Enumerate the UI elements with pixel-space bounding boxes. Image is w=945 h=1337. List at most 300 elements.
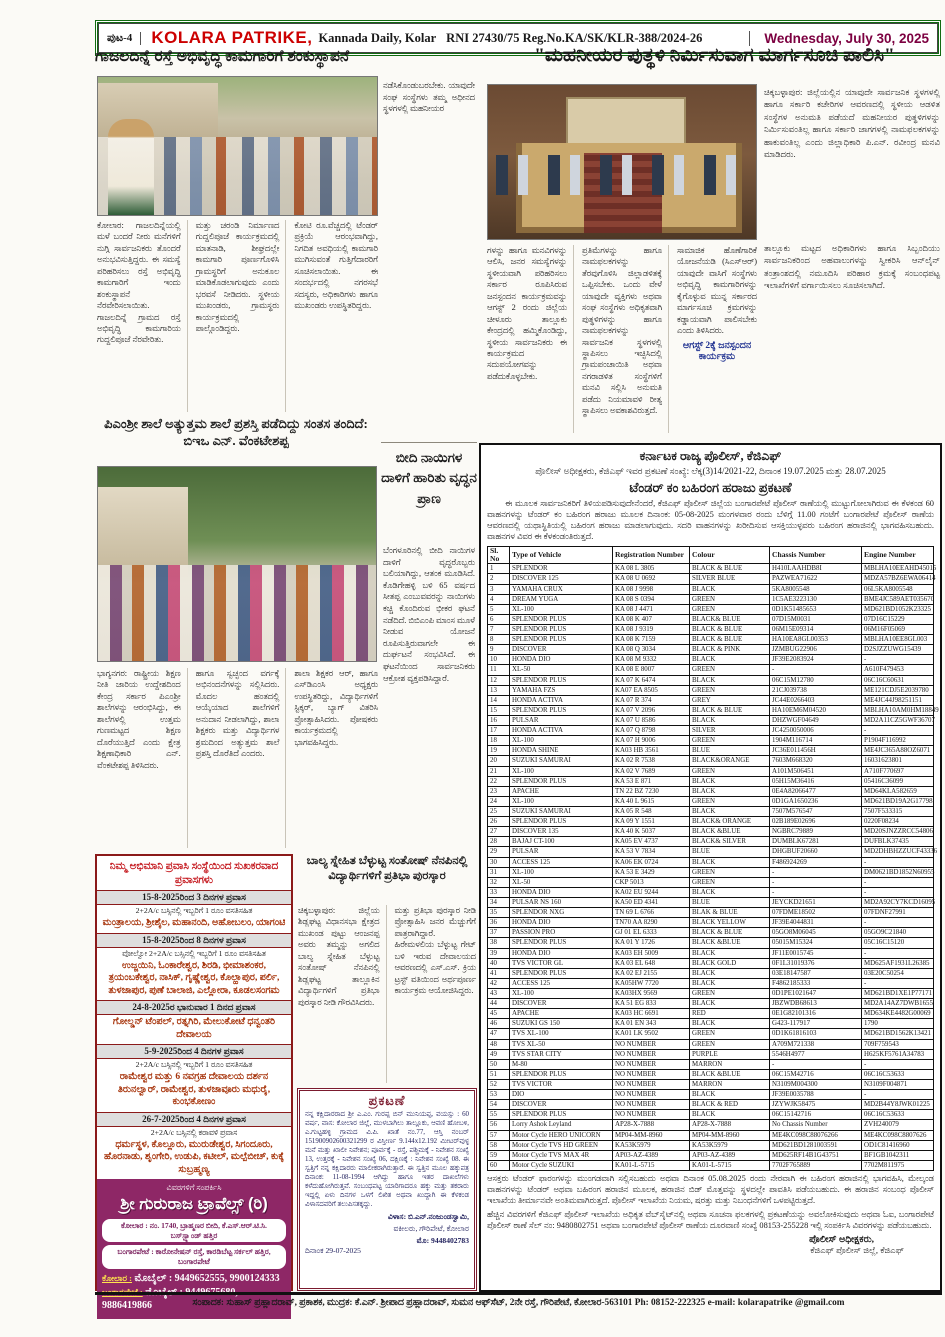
table-row	[488, 999, 934, 1009]
auction-table-body	[488, 564, 939, 1171]
table-cell: JF39E4044831	[770, 918, 862, 928]
table-cell: 21CJ039738	[770, 685, 862, 695]
table-cell: KA 05 R 548	[613, 807, 690, 817]
table-cell: KA02 EU 9244	[613, 887, 690, 897]
table-row	[488, 978, 934, 988]
table-cell: GREEN	[690, 665, 770, 675]
table-cell: 0D1GA1650236	[770, 796, 862, 806]
table-cell: Motor Cycle HERO UNICORN	[510, 1130, 613, 1140]
table-cell: GREEN	[690, 685, 770, 695]
table-row	[488, 776, 934, 786]
table-cell: MP04-MM-8960	[613, 1130, 690, 1140]
paper-subtitle: Kannada Daily, Kolar	[318, 30, 437, 45]
table-cell: ME4KC098C88076266	[770, 1130, 862, 1140]
table-cell: BLACK	[690, 584, 770, 594]
tour-date: 15-8-2025ರಿಂದ 3 ದಿನಗಳ ಪ್ರವಾಸ	[97, 890, 291, 905]
table-cell: 07D16C15229	[862, 614, 934, 624]
table-cell: ACCESS 125	[510, 978, 613, 988]
article-column	[677, 245, 757, 433]
table-row	[488, 574, 934, 584]
table-cell: BLACK YELLOW	[690, 918, 770, 928]
imprint-line: ಸಂಪಾದಕ: ಸುಹಾಸ್ ಪ್ರಹ್ಲಾದರಾವ್, ಪ್ರಕಾಶಕ, ಮುದ್ರಕ: ಕೆ.ಎನ್. ಶ್ರೀಪಾದ ಪ್ರಹ್ಲಾದರಾವ್, ಸುಮನ ಆಫ್‌ಸೆಟ್, 2ನೇ ರಸ್ತೆ, ಗೌರಿಪೇಟೆ, ಕೋಲಾರ-563101 Ph: 08152-222325 e-mail: kolarapatrike @gmail.com	[192, 1298, 845, 1308]
table-cell: OD1C81416960	[862, 1140, 934, 1150]
table-cell: BLACK	[690, 786, 770, 796]
table-cell: SPLENDOR	[510, 564, 613, 574]
table-cell: KA 03 EL 648	[613, 958, 690, 968]
table-row	[488, 897, 934, 907]
table-cell: JF39E0035788	[770, 1090, 862, 1100]
table-cell: JBZWDB68613	[770, 999, 862, 1009]
table-cell: 05GO8M06045	[770, 928, 862, 938]
table-cell: MD2B44Y8JWK01225	[862, 1100, 934, 1110]
table-cell: 05GO9C21840	[862, 928, 934, 938]
police-ref-line: ಪೊಲೀಸ್ ಅಧೀಕ್ಷಕರು, ಕೆಜಿಎಫ್ ಇವರ ಪ್ರಕಟಣೆ ಸಂಖ್ಯೆ: ಲೆಕ್ಕ(3)14/2021-22, ದಿನಾಂಕ 19.07.2025 ಮತ್ತು 28.07.2025	[535, 466, 886, 476]
table-cell: BLACK	[690, 968, 770, 978]
table-row	[488, 594, 934, 604]
table-cell: 8	[488, 635, 510, 645]
table-cell: MD2DHBHZZUCF43336	[862, 847, 934, 857]
table-cell: 12	[488, 675, 510, 685]
table-cell: XL-100	[510, 988, 613, 998]
table-cell: 06C15142716	[770, 1110, 862, 1120]
table-cell: GREEN	[690, 736, 770, 746]
table-cell: SUZUKI SAMURAI	[510, 807, 613, 817]
table-cell: XL-100	[510, 736, 613, 746]
table-cell: BLACK & BLUE	[690, 928, 770, 938]
table-cell: Motor Cycle TVS MAX 4R	[510, 1150, 613, 1160]
table-cell: BF1GB1042311	[862, 1150, 934, 1160]
table-cell: H625KF5761A34783	[862, 1049, 934, 1059]
left-article-body	[97, 220, 378, 412]
photo-people-shape	[488, 155, 756, 195]
paper-name: KOLARA PATRIKE,	[151, 28, 313, 47]
table-cell: XL-100	[510, 796, 613, 806]
table-cell: BLACK & PINK	[690, 645, 770, 655]
table-cell: -	[862, 655, 934, 665]
table-cell: 2	[488, 574, 510, 584]
right-article-body	[487, 245, 757, 433]
divider	[381, 442, 477, 443]
table-cell: TVS VICTOR GL	[510, 958, 613, 968]
table-row	[488, 665, 934, 675]
table-cell: 11	[488, 665, 510, 675]
table-cell: AP03-AZ-4389	[690, 1150, 770, 1160]
table-cell: HONDA SHINE	[510, 746, 613, 756]
table-cell: HONDA DIO	[510, 655, 613, 665]
table-cell: 1790	[862, 1019, 934, 1029]
table-cell: APACHE	[510, 786, 613, 796]
table-cell: SUZUKI SAMURAI	[510, 756, 613, 766]
police-signature-district: ಕೆಜಿಎಫ್ ಪೊಲೀಸ್ ಜಿಲ್ಲೆ, ಕೆಜಿಎಫ್	[810, 1244, 904, 1255]
table-cell: 44	[488, 999, 510, 1009]
table-cell: TN 22 BZ 7230	[613, 786, 690, 796]
issue-date: Wednesday, July 30, 2025	[749, 31, 929, 46]
table-cell: BLACK	[690, 948, 770, 958]
table-row	[488, 1140, 934, 1150]
table-cell: -	[862, 1090, 934, 1100]
table-cell: BLACK &BLUE	[690, 1069, 770, 1079]
table-cell: MBLHA10AM0HM18849	[862, 705, 934, 715]
table-cell: SPLENDOR PLUS	[510, 675, 613, 685]
auction-notice-title: ಟೆಂಡರ್ ಕಂ ಬಹಿರಂಗ ಹರಾಜು ಪ್ರಕಟಣೆ	[629, 480, 792, 495]
between-column-text: ನಡೆಸಿಕೊಂಡುಬರಬೇಕು. ಯಾವುದೇ ಸಂಘ ಸಂಸ್ಥೆಗಳು ತಮ್ಮ ಅಧೀನದ ಸ್ಥಳಗಳಲ್ಲಿ ಮಹನೀಯರ	[383, 81, 475, 114]
table-cell: 06C15M42716	[770, 1069, 862, 1079]
table-cell: DIO	[510, 1090, 613, 1100]
table-cell: 43	[488, 988, 510, 998]
table-cell: KA05 EV 4737	[613, 837, 690, 847]
table-cell: -	[770, 877, 862, 887]
table-cell: 27	[488, 827, 510, 837]
table-cell: 36	[488, 918, 510, 928]
table-cell: MD621BD1052K23325	[862, 604, 934, 614]
table-row	[488, 1019, 934, 1029]
table-cell: XL-100	[510, 867, 613, 877]
table-cell: JC36E011456H	[770, 746, 862, 756]
table-cell: 37	[488, 928, 510, 938]
table-cell: NO NUMBER	[613, 1049, 690, 1059]
table-cell: 14	[488, 695, 510, 705]
table-cell: 06C15M12780	[770, 675, 862, 685]
table-cell: 03E18147587	[770, 968, 862, 978]
table-cell: H410LAAHDB8I	[770, 564, 862, 574]
table-cell: BLACK&ORANGE	[690, 756, 770, 766]
legal-notice-box	[297, 1088, 477, 1291]
table-cell: Motor Cycle SUZUKI	[510, 1160, 613, 1170]
tour-note: ವೋಲ್ವೋ 2+2A/c ಬಸ್ಸಿನಲ್ಲಿ ಇಬ್ಬರಿಗೆ 1 ರೂಂ ವಸತಿಸಹಿತ	[122, 948, 266, 958]
table-cell: TVS VICTOR	[510, 1079, 613, 1089]
table-cell: MD621BD19A2G17798	[862, 796, 934, 806]
table-cell: KA01 LK 9502	[613, 1029, 690, 1039]
table-cell: 03E20C50254	[862, 968, 934, 978]
table-row	[488, 918, 934, 928]
table-cell: 06L5KA8005548	[862, 584, 934, 594]
table-cell: KA 07 V 2096	[613, 705, 690, 715]
table-cell: -	[862, 918, 934, 928]
tour-item	[97, 1000, 291, 1044]
table-cell: GREEN	[690, 594, 770, 604]
table-row	[488, 786, 934, 796]
headline-statue-guidelines: "ಮಹನೀಯರ ಪುತ್ಥಳಿ ನಿರ್ಮಿಸುವಾಗ ಮಾರ್ಗಸೂಚಿ ಪಾಲಿಸಿ"	[534, 45, 895, 66]
table-cell: P1904F116992	[862, 736, 934, 746]
table-cell: 21	[488, 766, 510, 776]
table-cell: SPLENDOR PLUS	[510, 776, 613, 786]
photo-groundbreaking-ceremony	[97, 76, 378, 216]
table-row	[488, 807, 934, 817]
tour-date: 15-8-2025ರಿಂದ 8 ದಿನಗಳ ಪ್ರವಾಸ	[97, 933, 291, 948]
table-cell: 0E4A82066477	[770, 786, 862, 796]
agency-contact-label: ವಿವರಗಳಿಗೆ ಸಂಪರ್ಕಿಸಿ	[166, 1182, 222, 1192]
table-cell: TVS STAR CITY	[510, 1049, 613, 1059]
table-cell: 18	[488, 736, 510, 746]
table-cell: 38	[488, 938, 510, 948]
table-cell: RED	[690, 1009, 770, 1019]
photo-students-shape	[98, 565, 376, 661]
table-cell: 31	[488, 867, 510, 877]
table-cell: PULSAR NS 160	[510, 897, 613, 907]
agency-phone-kolar-label: ಕೋಲಾರ :	[102, 1273, 132, 1284]
table-cell: JEYCKD21651	[770, 897, 862, 907]
table-cell: 7702F765889	[770, 1160, 862, 1170]
legal-notice-date: ದಿನಾಂಕ 29-07-2025	[305, 1245, 361, 1255]
table-cell: KA 07 H 9006	[613, 736, 690, 746]
table-cell: KA53K5979	[690, 1140, 770, 1150]
agency-address-kolar: ಕೋಲಾರ : ನಂ. 1740, ಬ್ರಾಹ್ಮಣರ ಬೀದಿ, ಕೆ.ಎಸ್.ಆರ್.ಟಿ.ಸಿ. ಬಸ್‌ಸ್ಟ್ಯಾಂಡ್ ಹತ್ತಿರ	[102, 1219, 286, 1243]
table-cell: 0D1K51485653	[770, 604, 862, 614]
table-cell: BLUE	[690, 897, 770, 907]
street-dogs-body: ಬೆಂಗಳೂರಿನಲ್ಲಿ ಬೀದಿ ನಾಯಿಗಳ ದಾಳಿಗೆ ವೃದ್ಧರೊಬ್ಬರು ಬಲಿಯಾಗಿದ್ದು, ಆತಂಕ ಮೂಡಿಸಿದೆ. ಕೊಡಿಗೇಹಳ್ಳಿ ಬಳಿ 65 ವರ್ಷದ ಸೀತಪ್ಪ ಎಂಬುವವರನ್ನು ನಾಯಿಗಳು ಕಚ್ಚಿ ಕೊಂದಿರುವ ಭೀಕರ ಘಟನೆ ನಡೆದಿದೆ. ಬಿಬಿಎಂಪಿ ಮಾಂಸ ಮೂಳೆ ನೀಡುವ ಯೋಜನೆ ರೂಪಿಸುತ್ತಿರುವಾಗಲೇ ಈ ದುರ್ಘಟನೆ ಸಂಭವಿಸಿದೆ. ಈ ಘಟನೆಯಿಂದ ಸಾರ್ವಜನಿಕರು ಆಕ್ರೋಶ ವ್ಯಕ್ತಪಡಿಸಿದ್ದಾರೆ.	[383, 546, 475, 683]
table-cell: 17	[488, 726, 510, 736]
table-cell: BAJAJ CT-100	[510, 837, 613, 847]
table-cell: MP04-MM-8960	[690, 1130, 770, 1140]
table-row	[488, 1049, 934, 1059]
table-cell: TVS XL-50	[510, 1039, 613, 1049]
table-cell: 52	[488, 1079, 510, 1089]
table-cell: 06M16F05069	[862, 625, 934, 635]
table-cell: PURPLE	[690, 1049, 770, 1059]
table-cell: MD621BD1281003591	[770, 1140, 862, 1150]
table-row	[488, 847, 934, 857]
table-cell: MBLHA10EE8GL003	[862, 635, 934, 645]
table-cell: 02B189E02696	[770, 817, 862, 827]
table-cell: 60	[488, 1160, 510, 1170]
table-cell: MDZA57BZ6EWA06414	[862, 574, 934, 584]
table-cell: 05416C36099	[862, 776, 934, 786]
table-row	[488, 877, 934, 887]
advocate-name: ವಿಳಾಸ: ಬಿ.ಎನ್.ನಂಜುಂಡಸ್ವಾಮಿ,	[387, 1211, 469, 1221]
headline-talent-award: ಬಾಲ್ಯ ಸ್ನೇಹಿತ ಬೆಳ್ಳುಟ್ಟ ಸಂತೋಷ್ ನೆನಪಿನಲ್ಲಿ ವಿದ್ಯಾರ್ಥಿಗಳಿಗೆ ಪ್ರತಿಭಾ ಪುರಸ್ಕಾರ	[306, 855, 468, 882]
table-cell: DHZWGF04649	[770, 716, 862, 726]
table-cell: GREEN	[690, 1029, 770, 1039]
photo-school-group	[97, 466, 377, 662]
table-cell: KA03 HB 3561	[613, 746, 690, 756]
table-cell: BLACK	[690, 978, 770, 988]
table-cell: KA 08 J 9319	[613, 625, 690, 635]
table-cell: 22	[488, 776, 510, 786]
table-row	[488, 1160, 934, 1170]
table-cell: Motor Cycle TVS HD GREEN	[510, 1140, 613, 1150]
tour-list	[97, 890, 291, 1179]
table-cell: NO NUMBER	[613, 1039, 690, 1049]
table-cell: NO NUMBER	[613, 1100, 690, 1110]
table-cell: 07FDME18502	[770, 908, 862, 918]
table-cell: ME4KC098C8807626	[862, 1130, 934, 1140]
table-cell: 06M15E09314	[770, 625, 862, 635]
table-cell: PULSAR	[510, 716, 613, 726]
table-cell: 7702M811975	[862, 1160, 934, 1170]
table-cell: BLACK	[690, 807, 770, 817]
tour-places: ರಾಮೇಶ್ವರ ಮತ್ತು 6 ನವಗ್ರಹ ದೇವಾಲಯ ದರ್ಶನ ತಿರುನಲ್ವಾರ್, ರಾಮೇಶ್ವರ, ತುಳಜಾವೂರು ಮಧುರೈ, ಕುಂಭಕೋಣಂ	[117, 1071, 271, 1108]
table-cell: SPLENDOR PLUS	[510, 817, 613, 827]
table-cell: ME4JC44J98251151	[862, 695, 934, 705]
table-cell: 19	[488, 746, 510, 756]
table-cell: KA 53 E 871	[613, 776, 690, 786]
table-cell: 59	[488, 1150, 510, 1160]
table-cell: KA 08 Q 3034	[613, 645, 690, 655]
table-cell: 7603M668320	[770, 756, 862, 766]
table-cell: 20	[488, 756, 510, 766]
tour-places: ಉಜ್ಜಯಿನಿ, ಓಂಕಾರೇಶ್ವರ, ಶಿರಡಿ, ಭೀಮಾಶಂಕರ, ತ್ರಯಂಬಕೇಶ್ವರ, ನಾಸಿಕ್, ಗೃಷ್ಣೇಶ್ವರ, ಕೊಲ್ಹಾಪುರ, ಪರ್ಲಿ, ತುಳಜಾಪುರ, ಪುಣೆ ಬಾಲಾಜಿ, ಎಲ್ಲೋರಾ, ಕೂಡಲಸಂಗಮ	[108, 959, 280, 996]
table-cell: 58	[488, 1140, 510, 1150]
table-cell: 07FDNF27991	[862, 908, 934, 918]
agency-name: ಶ್ರೀ ಗುರುರಾಜ ಟ್ರಾವೆಲ್ಸ್ (ರಿ)	[120, 1194, 268, 1213]
table-cell: MD2A14AZ7DWB1655	[862, 999, 934, 1009]
table-cell: KA 07 U 8586	[613, 716, 690, 726]
right-article-side-column: ಚಿಕ್ಕಬಳ್ಳಾಪುರ: ಜಿಲ್ಲೆಯಲ್ಲಿನ ಯಾವುದೇ ಸಾರ್ವಜನಿಕ ಸ್ಥಳಗಳಲ್ಲಿ ಹಾಗೂ ಸರ್ಕಾರಿ ಕಚೇರಿಗಳ ಆವರಣದಲ್ಲಿ ಸ್ಥಳೀಯ ಆಡಳಿತ ಸಂಸ್ಥೆಗಳ ಅನುಮತಿ ಪಡೆಯದೆ ಮಹನೀಯರ ಪುತ್ಥಳಿಗಳನ್ನು ನಿರ್ಮಿಸುವಂತಿಲ್ಲ ಹಾಗೂ ಸರ್ಕಾರಿ ಜಾಗಗಳಲ್ಲಿ ನಾಮಫಲಕಗಳನ್ನು ಹಾಕುವಂತಿಲ್ಲ ಎಂದು ಜಿಲ್ಲಾಧಿಕಾರಿ ಪಿ.ಎನ್. ರವೀಂದ್ರ ಮನವಿ ಮಾಡಿದರು.	[764, 87, 940, 160]
table-cell: A610F479453	[862, 665, 934, 675]
table-cell: XL-100	[510, 766, 613, 776]
table-header-row	[488, 546, 934, 564]
table-cell: XL-50	[510, 877, 613, 887]
table-cell: 05H15M36416	[770, 776, 862, 786]
table-cell: SPLENDOR PLUS	[510, 705, 613, 715]
table-cell: 53	[488, 1090, 510, 1100]
table-row	[488, 614, 934, 624]
table-cell: SPLENDOR PLUS	[510, 1110, 613, 1120]
table-cell: MD2A92CY7KCD16095	[862, 897, 934, 907]
tour-date: 24-8-2025ರ ಭಾನುವಾರ 1 ದಿನದ ಪ್ರವಾಸ	[97, 1000, 291, 1015]
table-cell: BLACK	[690, 1090, 770, 1100]
table-row	[488, 1130, 934, 1140]
tour-item	[97, 1044, 291, 1111]
table-cell: HA10EA8GL00353	[770, 635, 862, 645]
table-cell: KA 08 E 8007	[613, 665, 690, 675]
table-cell: KA 07 K 6474	[613, 675, 690, 685]
table-cell: CKP 5013	[613, 877, 690, 887]
table-cell: DUFBLK37435	[862, 837, 934, 847]
table-cell: 06C16C53633	[862, 1110, 934, 1120]
tour-note: 2+2A/c ಬಸ್ಸಿನಲ್ಲಿ ಇಬ್ಬರಿಗೆ 1 ರೂಂ ವಸತಿಸಹಿತ	[135, 1060, 253, 1070]
table-cell: -	[862, 887, 934, 897]
table-cell: HONDA DIO	[510, 887, 613, 897]
table-cell: 35	[488, 908, 510, 918]
table-cell: MD621BD1XE1P77171	[862, 988, 934, 998]
travel-ad-header: ನಿಮ್ಮ ಅಭಿಮಾನಿ ಪ್ರವಾಸಿ ಸಂಸ್ಥೆಯಿಂದ ಸುಖಕರವಾದ ಪ್ರವಾಸಗಳು	[109, 861, 279, 887]
table-row	[488, 1069, 934, 1079]
table-cell: BLACK	[690, 1019, 770, 1029]
table-row	[488, 625, 934, 635]
table-row	[488, 1009, 934, 1019]
table-cell: 5	[488, 604, 510, 614]
table-row	[488, 796, 934, 806]
headline-road-work: ಗಾಜಲದಿನ್ನೆ ರಸ್ತೆ ಅಭಿವೃದ್ಧಿ ಕಾಮಗಾರಿಗೆ ಶಂಕುಸ್ಥಾಪನೆ	[95, 48, 350, 65]
table-cell: MD20SJNZZRCC54806	[862, 827, 934, 837]
table-row	[488, 705, 934, 715]
tour-note: 2+2A/c ಬಸ್ಸಿನಲ್ಲಿ ಇಬ್ಬರಿಗೆ 1 ರೂಂ ವಸತಿಸಹಿತ	[135, 906, 253, 916]
table-cell: KA05HW 7720	[613, 978, 690, 988]
table-row	[488, 685, 934, 695]
table-cell: 5546H4977	[770, 1049, 862, 1059]
table-row	[488, 1090, 934, 1100]
table-cell: GREEN	[690, 877, 770, 887]
table-cell: NO NUMBER	[613, 1079, 690, 1089]
table-cell: 57	[488, 1130, 510, 1140]
col-header-type: Type of Vehicle	[510, 546, 613, 564]
table-cell: BME4JC589AET035670	[862, 594, 934, 604]
table-cell: DISCOVER 125	[510, 574, 613, 584]
table-cell: BLACK& BLUE	[690, 614, 770, 624]
table-cell: NO NUMBER	[613, 1110, 690, 1120]
table-cell: TN 69 L 6766	[613, 908, 690, 918]
table-cell: G423-117917	[770, 1019, 862, 1029]
table-cell: JF11E0015745	[770, 948, 862, 958]
article-column: ಕೋಲಾರ: ಗಾಜಲದಿನ್ನೆಯಲ್ಲಿ ಮಳೆ ಬಂದರೆ ನೀರು ಮನೆಗಳಿಗೆ ನುಗ್ಗಿ ಸಾರ್ವಜನಿಕರು ತೊಂದರೆ ಅನುಭವಿಸುತ್ತಿದ್ದರು. ಈ ಸಮಸ್ಯೆ ಪರಿಹರಿಸಲು ರಸ್ತೆ ಅಭಿವೃದ್ಧಿ ಕಾಮಗಾರಿಗೆ ಇಂದು ಶಂಕುಸ್ಥಾಪನೆ ನೆರವೇರಿಸಲಾಯಿತು. ಗಾಜಲದಿನ್ನೆ ಗ್ರಾಮದ ರಸ್ತೆ ಅಭಿವೃದ್ಧಿ ಕಾಮಗಾರಿಯ ಗುದ್ದಲಿಪೂಜೆ ನೆರವೇರಿತು.	[97, 220, 188, 412]
table-cell: 0D1K61816103	[770, 1029, 862, 1039]
table-row	[488, 1120, 934, 1130]
table-cell: KA 08 S 0394	[613, 594, 690, 604]
table-cell: DISCOVER	[510, 1100, 613, 1110]
table-cell: 54	[488, 1100, 510, 1110]
legal-notice-body: ನನ್ನ ಕಕ್ಷಿದಾರರಾದ ಶ್ರೀ ಎ.ಎಂ. ಗುರಪ್ಪ ಬಿನ್ ಮುನಿಯಪ್ಪ, ವಯಸ್ಸು : 60 ವರ್ಷ, ವಾಸ: ಕೋಲಾರ ಜಿಲ್ಲೆ, ಮುಳಬಾಗಿಲು ತಾಲ್ಲೂಕು, ಆವಣಿ ಹೋಬಳಿ, ಎ.ಗುಟ್ಟಹಳ್ಳಿ ಗ್ರಾಮದ ವಿ.ಪಿ. ಖಾತೆ ನಂ.77, ಆಸ್ತಿ ನಂಬರ್ 151900902600321299 ರ ವಿಸ್ತೀರ್ಣ 9.144x12.192 ಮೀಟರ್‌ವುಳ್ಳ ಮನೆ ಮತ್ತು ಖಾಲೀ ನಿವೇಶನ; ಪೂರ್ವಕ್ಕೆ - ರಸ್ತೆ, ಪಶ್ಚಿಮಕ್ಕೆ - ನಿವೇಶನ ಸಂಖ್ಯೆ 13, ಉತ್ತರಕ್ಕೆ - ನಿವೇಶನ ಸಂಖ್ಯೆ 06, ದಕ್ಷಿಣಕ್ಕೆ : ನಿವೇಶನ ಸಂಖ್ಯೆ 08. ಈ ಸ್ವತ್ತಿಗೆ ನನ್ನ ಕಕ್ಷಿದಾರರು ಮಾಲೀಕರಾಗಿರುತ್ತಾರೆ. ಈ ಸ್ವತ್ತಿನ ಮೂಲ ಹಕ್ಕುಪತ್ರ ದಿನಾಂಕ: 11-08-1994 ಆಗಿದ್ದು ಹಾಗೂ ಇತರ ದಾಖಲೆಗಳು ಕಳೆದುಹೋಗಿರುತ್ತವೆ. ಸಂಬಂಧಪಟ್ಟ ಯಾರಿಗಾದರೂ ಹಕ್ಕು ಮತ್ತು ತಕರಾರು ಇದ್ದಲ್ಲಿ ಏಳು ದಿನಗಳ ಒಳಗೆ ಲಿಖಿತ ಅಥವಾ ಖುದ್ದಾಗಿ ಈ ಕೆಳಕಂಡ ವಿಳಾಸದವರಿಗೆ ತಲುಪಿಸತಕ್ಕದ್ದು.	[305, 1111, 469, 1208]
table-cell: 0D1PE1021647	[770, 988, 862, 998]
table-cell: PAZWEA71622	[770, 574, 862, 584]
table-cell: DM0621BD1852N60955	[862, 867, 934, 877]
police-org-title: ಕರ್ನಾಟಕ ರಾಜ್ಯ ಪೊಲೀಸ್, ಕೆಜಿಎಫ್	[639, 449, 782, 463]
agency-phone-bangarpet-number: 9886419866	[102, 1300, 152, 1312]
auction-closing-para-2: ಹೆಚ್ಚಿನ ವಿವರಗಳಿಗೆ ಕೆಜಿಎಫ್ ಪೊಲೀಸ್ ಇಲಾಖೆಯ ಅಧಿಕೃತ ವೆಬ್‌ಸೈಟ್‌ನಲ್ಲಿ ಅಥವಾ ಸೂಚನಾ ಫಲಕಗಳಲ್ಲಿ ಪ್ರಕಟಣೆಯನ್ನು ಅವಲೋಕಿಸುವುದು ಅಥವಾ ಓಐ, ಬಂಗಾರಪೇಟೆ ಪೊಲೀಸ್ ಠಾಣೆ ಸೆಲ್ ನಂ: 9480802751 ಅಥವಾ ಬಂಗಾರಪೇಟೆ ಪೊಲೀಸ್ ಠಾಣೆಯ ದೂರವಾಣಿ ಸಂಖ್ಯೆ 08153-255228 ಇಲ್ಲಿ ಸಂಪರ್ಕಿಸಿ ವಿವರಗಳನ್ನು ಪಡೆಯಬಹುದು.	[487, 1209, 934, 1230]
table-cell: 23	[488, 786, 510, 796]
table-row	[488, 766, 934, 776]
table-cell: BLACK GOLD	[690, 958, 770, 968]
table-cell: BLACK &BLUE	[690, 938, 770, 948]
auction-closing-para-1: ಆಸಕ್ತರು ಟೆಂಡರ್ ಫಾರಂಗಳನ್ನು ಮುಂಗಡವಾಗಿ ಸಲ್ಲಿಸಬಹುದು ಅಥವಾ ದಿನಾಂಕ 05.08.2025 ರಂದು ನೇರವಾಗಿ ಈ ಬಹಿರಂಗ ಹರಾಜಿನಲ್ಲಿ ಭಾಗವಹಿಸಿ, ಮೇಲ್ಕಂಡ ವಾಹನಗಳನ್ನು ಟೆಂಡರ್ ಅಥವಾ ಬಹಿರಂಗ ಹರಾಜಿನ ಮೂಲಕ, ಹರಾಜಿನ ಬಿಡ್ ಮೊತ್ತವನ್ನು ಸ್ಥಳದಲ್ಲೇ ಪಾವತಿಸಿ ಪಡೆಯಬಹುದು. ಈ ಹರಾಜಿನ ಸಂಬಂಧ ಪೊಲೀಸ್ ಇಲಾಖೆಯ ತೀರ್ಮಾನವೇ ಅಂತಿಮವಾಗಿರುತ್ತದೆ. ಪೊಲೀಸ್ ಇಲಾಖೆಯ ನಿಯಮ, ಷರತ್ತು ಮತ್ತು ನಿಬಂಧನೆಗಳಿಗೆ ಒಳಪಟ್ಟಿರುತ್ತದೆ.	[487, 1173, 934, 1205]
table-cell: 45	[488, 1009, 510, 1019]
table-cell: GREEN	[690, 604, 770, 614]
table-row	[488, 1079, 934, 1089]
article-column-text: ಸಾಮಾಜಿಕ ಹೊಣೆಗಾರಿಕೆ ಯೋಜನೆಯಡಿ (ಸಿಎಸ್‌ಆರ್) ಯಾವುದೇ ವಾಸಿಗೆ ಸಂಸ್ಥೆಗಳು ಅಭಿವೃದ್ಧಿ ಕಾಮಗಾರಿಗಳನ್ನು ಕೈಗೊಳ್ಳುವ ಮುನ್ನ ಸರ್ಕಾರದ ಮಾರ್ಗಸೂಚಿ ಕ್ರಮಗಳನ್ನು ಕಡ್ಡಾಯವಾಗಿ ಪಾಲಿಸಬೇಕು ಎಂದು ತಿಳಿಸಿದರು.	[677, 246, 757, 336]
table-cell: KA 08 J 9998	[613, 584, 690, 594]
table-cell: KA03 EH 5009	[613, 948, 690, 958]
table-cell: 32	[488, 877, 510, 887]
table-cell: DUMBLK67281	[770, 837, 862, 847]
table-cell: BLACK	[690, 776, 770, 786]
table-cell: BLUE	[690, 746, 770, 756]
table-cell: 06C16C60631	[862, 675, 934, 685]
table-cell: BLACK & BLUE	[690, 625, 770, 635]
table-cell: KA 08 J 4471	[613, 604, 690, 614]
table-row	[488, 564, 934, 574]
tour-item	[97, 933, 291, 1000]
table-row	[488, 736, 934, 746]
table-cell: -	[770, 665, 862, 675]
table-cell: SPLENDOR PLUS	[510, 1069, 613, 1079]
table-cell: PASSION PRO	[510, 928, 613, 938]
table-cell: 47	[488, 1029, 510, 1039]
table-cell: -	[862, 948, 934, 958]
headline-pmshri-school: ಪಿಎಂಶ್ರೀ ಶಾಲೆ ಅತ್ಯುತ್ತಮ ಶಾಲೆ ಪ್ರಶಸ್ತಿ ಪಡೆದಿದ್ದು ಸಂತಸ ತಂದಿದೆ: ಬಿಇಒ ಎನ್. ವೆಂಕಟೇಶಪ್ಪ	[104, 416, 368, 448]
table-cell: SPLENDOR PLUS	[510, 968, 613, 978]
table-cell: BLACK & BLUE	[690, 635, 770, 645]
table-cell: 05015M15324	[770, 938, 862, 948]
table-cell: 06C16C53633	[862, 1069, 934, 1079]
legal-notice-title: ಪ್ರಕಟಣೆ	[368, 1093, 406, 1108]
table-cell: MD634KE4482G00069	[862, 1009, 934, 1019]
table-cell: 25	[488, 807, 510, 817]
table-cell: 41	[488, 968, 510, 978]
police-signature-title: ಪೊಲೀಸ್ ಅಧೀಕ್ಷಕರು,	[809, 1234, 874, 1245]
article-column: ಶಾಲಾ ಶಿಕ್ಷಕರ ಆರ್, ಹಾಗೂ ಎಸ್‌ಡಿಎಂಸಿ ಅಧ್ಯಕ್ಷರು ಉಪಸ್ಥಿತರಿದ್ದು, ವಿದ್ಯಾರ್ಥಿಗಳಿಗೆ ಸ್ಟಿಕ್ಕರ್, ಬ್ಯಾಗ್ ವಿತರಿಸಿ ಪ್ರೋತ್ಸಾಹಿಸಿದರು. ಪೋಷಕರು ಕಾರ್ಯಕ್ರಮದಲ್ಲಿ ಭಾಗವಹಿಸಿದ್ದರು.	[294, 669, 379, 747]
talent-article-body	[298, 905, 476, 1083]
table-cell: 1C5AE3223130	[770, 594, 862, 604]
table-row	[488, 716, 934, 726]
table-cell: AP28-X-7888	[690, 1120, 770, 1130]
table-cell: DISCOVER	[510, 645, 613, 655]
article-column: ಕೋಟಿ ರೂ.ವೆಚ್ಚದಲ್ಲಿ ಟೆಂಡರ್ ಪ್ರಕ್ರಿಯೆ ಆರಂಭವಾಗಿದ್ದು, ನಿಗದಿತ ಅವಧಿಯಲ್ಲಿ ಕಾಮಗಾರಿ ಮುಗಿಸುವಂತೆ ಗುತ್ತಿಗೆದಾರರಿಗೆ ಸೂಚಿಸಲಾಯಿತು. ಈ ಸಂದರ್ಭದಲ್ಲಿ ನಗರಸಭೆ ಸದಸ್ಯರು, ಅಧಿಕಾರಿಗಳು ಹಾಗೂ ಮುಖಂಡರು ಉಪಸ್ಥಿತರಿದ್ದರು.	[294, 221, 379, 311]
auction-notice-intro: ಈ ಮೂಲಕ ಸಾರ್ವಜನಿಕರಿಗೆ ತಿಳಿಯಪಡಿಸುವುದೇನೆಂದರೆ, ಕೆಜಿಎಫ್ ಪೊಲೀಸ್ ಜಿಲ್ಲೆಯ ಬಂಗಾರಪೇಟೆ ಪೊಲೀಸ್ ಠಾಣೆಯಲ್ಲಿ ಮುಟ್ಟುಗೋಲಾಗಿರುವ ಈ ಕೆಳಕಂಡ 60 ವಾಹನಗಳನ್ನು ಟೆಂಡರ್ ಕಂ ಬಹಿರಂಗ ಹರಾಜು ಮೂಲಕ ದಿನಾಂಕ: 05-08-2025 ಮಂಗಳವಾರ ರಂದು ಬೆಳಿಗ್ಗೆ 11.00 ಗಂಟೆಗೆ ಬಂಗಾರಪೇಟೆ ಪೊಲೀಸ್ ಠಾಣೆಯ ಆವರಣದಲ್ಲಿ ಯಥಾಸ್ಥಿತಿಯಲ್ಲಿ ಬಹಿರಂಗ ಹರಾಜು ಮಾಡಲಾಗುವುದು. ಸದರಿ ವಾಹನಗಳನ್ನು ಖರೀದಿಸುವ ಆಸಕ್ತಿಯುಳ್ಳವರು ಬಹಿರಂಗ ಹರಾಜಿನಲ್ಲಿ ಭಾಗವಹಿಸಬಹುದು. ವಾಹನಗಳ ವಿವರ ಈ ಕೆಳಕಂಡಂತಿರುತ್ತದೆ.	[487, 499, 934, 541]
table-cell: 51	[488, 1069, 510, 1079]
table-cell: XL-100	[510, 604, 613, 614]
table-cell: KA 01 Y 1726	[613, 938, 690, 948]
table-cell: BLACK	[690, 887, 770, 897]
